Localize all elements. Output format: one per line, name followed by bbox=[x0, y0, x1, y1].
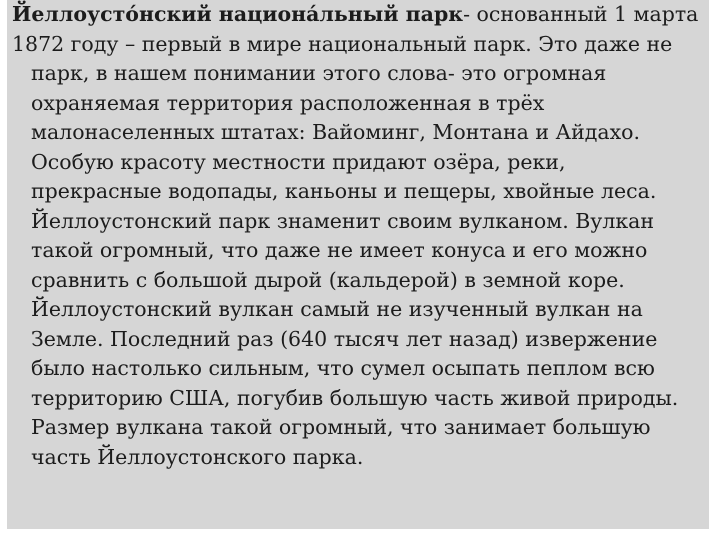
paragraph-line-12: Земле. Последний раз (640 тысяч лет назад) извержение bbox=[31, 326, 658, 351]
paragraph-line-5: малонаселенных штатах: Вайоминг, Монтана и Айдахо. bbox=[31, 120, 641, 144]
paragraph-line-8: Йеллоустонский парк знаменит своим вулканом. Вулкан bbox=[31, 208, 655, 233]
paragraph-line-14: территорию США, погубив большую часть живой природы. bbox=[31, 385, 679, 410]
park-name-bold: Йеллоусто́нский национа́льный парк bbox=[12, 2, 464, 26]
paragraph-line-10: сравнить с большой дырой (кальдерой) в земной коре. bbox=[31, 267, 625, 292]
paragraph-line-1 bbox=[12, 0, 710, 30]
paragraph-line-15: Размер вулкана такой огромный, что занимает большую bbox=[31, 415, 651, 439]
paragraph-line-16: часть Йеллоустонского парка. bbox=[31, 444, 364, 469]
paragraph-line-4: охраняемая территория расположенная в трёх bbox=[31, 90, 545, 115]
paragraph-line-11: Йеллоустонский вулкан самый не изученный вулкан на bbox=[31, 297, 643, 321]
paragraph-line-7: прекрасные водопады, каньоны и пещеры, хвойные леса. bbox=[31, 179, 657, 203]
paragraph-line-13: было настолько сильным, что сумел осыпать пеплом всю bbox=[31, 356, 655, 380]
paragraph-line-3: парк, в нашем понимании этого слова- это огромная bbox=[31, 61, 607, 85]
paragraph-line-9: такой огромный, что даже не имеет конуса и его можно bbox=[31, 238, 648, 262]
paragraph-line-2: 1872 году – первый в мире национальный парк. Это даже не bbox=[12, 31, 673, 56]
paragraph-line-6: Особую красоту местности придают озёра, реки, bbox=[31, 149, 566, 174]
first-line-rest: - основанный 1 марта bbox=[463, 2, 699, 26]
body-paragraph bbox=[12, 0, 710, 472]
